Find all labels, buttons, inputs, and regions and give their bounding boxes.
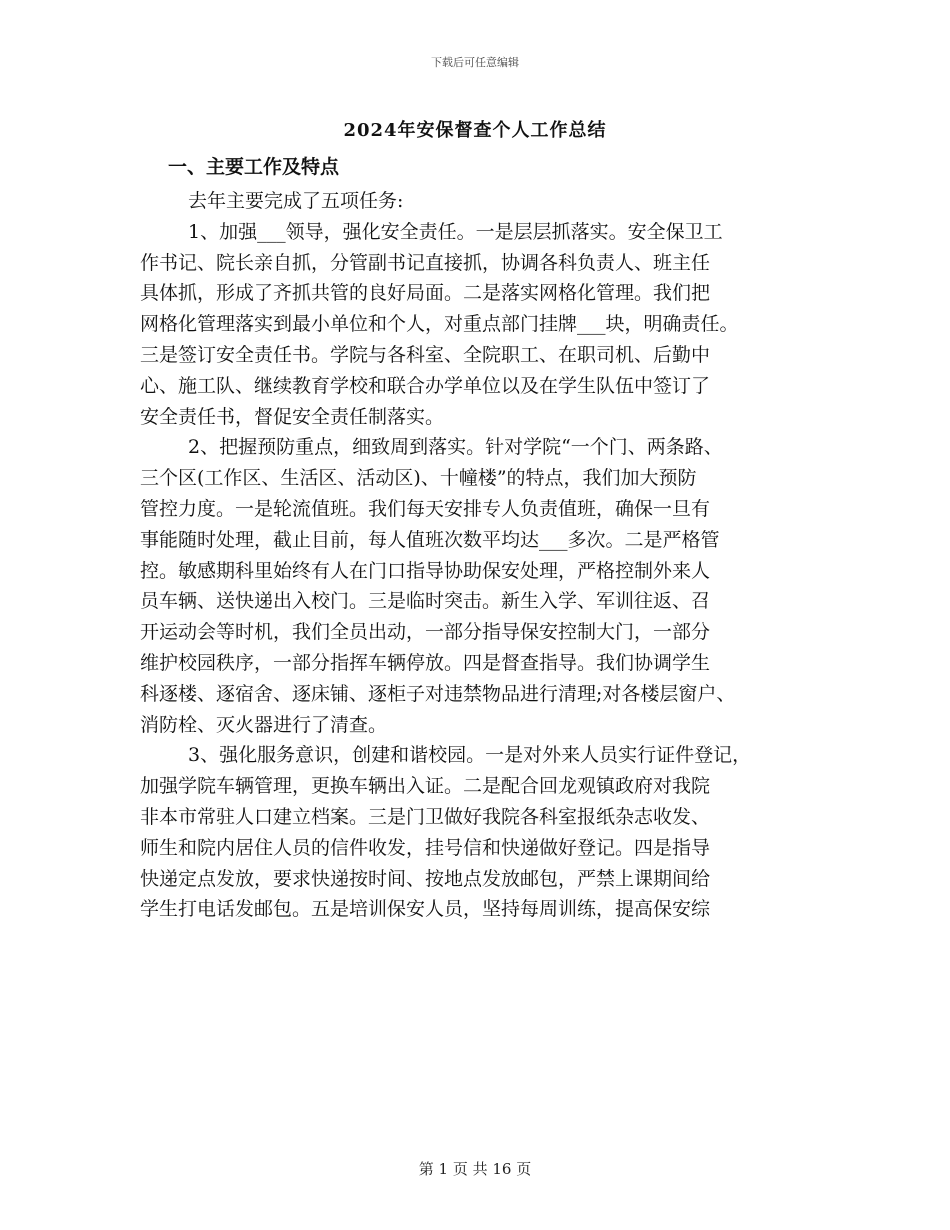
- body-text-line: 作书记、院长亲自抓，分管副书记直接抓，协调各科负责人、班主任: [140, 251, 711, 274]
- body-text-line: 2、把握预防重点，细致周到落实。针对学院“一个门、两条路、: [188, 436, 723, 459]
- body-text-line: 事能随时处理，截止目前，每人值班次数平均达___多次。二是严格管: [140, 528, 720, 551]
- body-text-line: 维护校园秩序，一部分指挥车辆停放。四是督查指导。我们协调学生: [140, 651, 711, 674]
- body-text-line: 心、施工队、继续教育学校和联合办学单位以及在学生队伍中签订了: [140, 374, 711, 397]
- body-text-line: 具体抓，形成了齐抓共管的良好局面。二是落实网格化管理。我们把: [140, 282, 711, 305]
- document-title: 2024年安保督查个人工作总结: [343, 120, 607, 141]
- body-text-line: 去年主要完成了五项任务:: [188, 190, 404, 212]
- body-text-line: 学生打电话发邮包。五是培训保安人员，坚持每周训练，提高保安综: [140, 898, 711, 921]
- body-text-line: 3、强化服务意识，创建和谐校园。一是对外来人员实行证件登记，: [188, 744, 752, 767]
- body-text-line: 1、加强___领导，强化安全责任。一是层层抓落实。安全保卫工: [188, 220, 723, 243]
- body-text-line: 三个区(工作区、生活区、活动区)、十幢楼”的特点，我们加大预防: [140, 467, 697, 490]
- body-text-line: 网格化管理落实到最小单位和个人，对重点部门挂牌___块，明确责任。: [140, 313, 739, 336]
- body-text-line: 非本市常驻人口建立档案。三是门卫做好我院各科室报纸杂志收发、: [140, 805, 711, 828]
- document-body: [140, 186, 830, 925]
- body-text-line: 控。敏感期科里始终有人在门口指导协助保安处理，严格控制外来人: [140, 559, 711, 582]
- body-text-line: 管控力度。一是轮流值班。我们每天安排专人负责值班，确保一旦有: [140, 497, 711, 520]
- body-text-line: 安全责任书，督促安全责任制落实。: [140, 405, 445, 428]
- body-text-line: 开运动会等时机，我们全员出动，一部分指导保安控制大门，一部分: [140, 621, 711, 644]
- body-text-line: 消防栓、灭火器进行了清查。: [140, 713, 388, 736]
- body-text-line: 科逐楼、逐宿舍、逐床铺、逐柜子对违禁物品进行清理;对各楼层窗户、: [140, 682, 736, 705]
- section-heading: 一、主要工作及特点: [168, 156, 340, 178]
- body-text-line: 加强学院车辆管理，更换车辆出入证。二是配合回龙观镇政府对我院: [140, 775, 711, 798]
- body-text-line: 员车辆、送快递出入校门。三是临时突击。新生入学、军训往返、召: [140, 590, 711, 613]
- body-text-line: 师生和院内居住人员的信件收发，挂号信和快递做好登记。四是指导: [140, 836, 711, 859]
- body-text-line: 三是签订安全责任书。学院与各科室、全院职工、在职司机、后勤中: [140, 343, 711, 366]
- page-header-note: 下载后可任意编辑: [431, 56, 519, 69]
- page-footer: 第 1 页 共 16 页: [418, 1160, 532, 1178]
- body-text-line: 快递定点发放，要求快递按时间、按地点发放邮包，严禁上课期间给: [140, 867, 711, 890]
